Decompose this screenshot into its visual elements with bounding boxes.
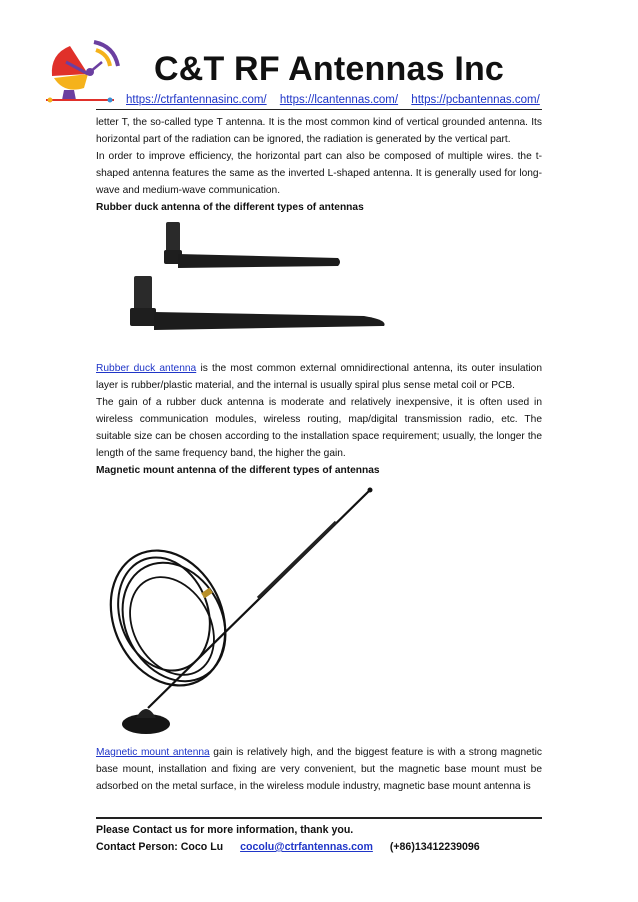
company-title: C&T RF Antennas Inc — [153, 50, 505, 88]
contact-person: Contact Person: Coco Lu — [96, 841, 224, 853]
rubber-duck-antenna-image — [126, 216, 396, 338]
footer-contact-details — [96, 839, 480, 856]
contact-email-link[interactable]: cocolu@ctrfantennas.com — [240, 841, 373, 853]
paragraph: Magnetic mount antenna gain is relatively high, and the biggest feature is with a strong magnetic base mount, installation and fixing are very convenient, but the magnetic base mount must be adsorbed on the metal surface, in the wireless module industry, magnetic base mount antenna is — [96, 747, 542, 792]
header-divider — [96, 109, 542, 110]
magnetic-mount-antenna-link[interactable]: Magnetic mount antenna — [96, 747, 210, 758]
link-lcantennas[interactable]: https://lcantennas.com/ — [279, 94, 399, 106]
footer-divider — [96, 817, 542, 819]
paragraph: In order to improve efficiency, the horizontal part can also be composed of multiple wires. the t-shaped antenna features the same as the inverted L-shaped antenna. It is generally used for long-wave and medium-wave communication. — [96, 151, 542, 196]
section-magnetic-mount — [96, 744, 542, 795]
link-ctrfantennasinc[interactable]: https://ctrfantennasinc.com/ — [126, 94, 267, 106]
header-links — [126, 94, 550, 106]
section-t-antenna — [96, 114, 542, 216]
link-pcbantennas[interactable]: https://pcbantennas.com/ — [411, 94, 540, 106]
footer-contact-line: Please Contact us for more information, thank you. — [96, 824, 354, 836]
rubber-duck-antenna-link[interactable]: Rubber duck antenna — [96, 363, 197, 374]
section-rubber-duck — [96, 360, 542, 479]
paragraph: The gain of a rubber duck antenna is moderate and relatively inexpensive, it is often used in wireless communication modules, wireless routing, map/digital transmission radio, etc. The suitable size can be chosen according to the installation space requirement; usually, the longer the length of the same frequency band, the higher the gain. — [96, 397, 542, 459]
section-heading-rubber-duck: Rubber duck antenna of the different types of antennas — [96, 202, 364, 213]
contact-phone: (+86)13412239096 — [389, 841, 480, 853]
section-heading-magnetic-mount: Magnetic mount antenna of the different types of antennas — [96, 465, 380, 476]
paragraph: letter T, the so-called type T antenna. It is the most common kind of vertical grounded antenna. Its horizontal part of the radiation can be ignored, the radiation is generated by the vertical part. — [96, 117, 542, 145]
footer — [96, 822, 480, 856]
magnetic-mount-antenna-image — [108, 486, 378, 740]
paragraph: Rubber duck antenna is the most common external omnidirectional antenna, its outer insulation layer is rubber/plastic material, and the internal is usually spiral plus sense metal coil or PCB. — [96, 363, 542, 391]
